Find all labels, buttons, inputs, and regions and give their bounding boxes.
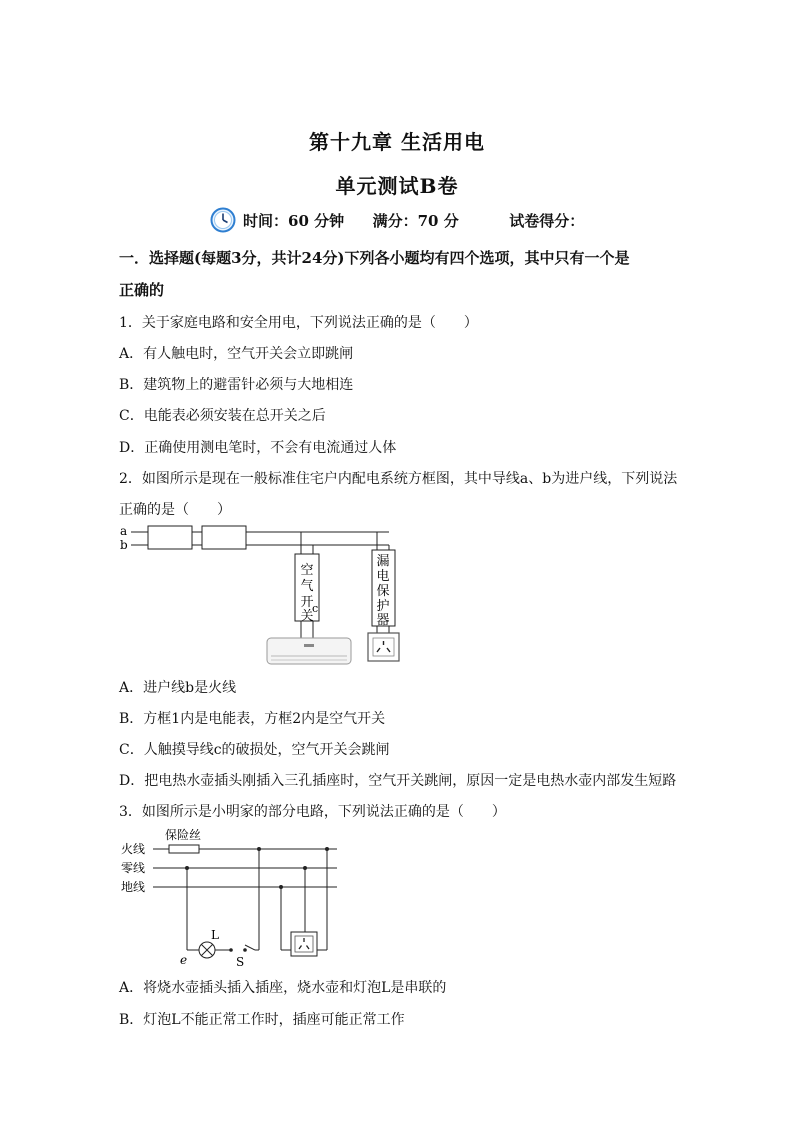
- q2-breaker-char-4: 关: [300, 609, 314, 624]
- q2-protector-char-5: 器: [376, 613, 390, 628]
- q2-label-a: a: [120, 524, 128, 538]
- q2-stem-line1: 2．如图所示是现在一般标准住宅户内配电系统方框图，其中导线a、b为进户线，下列说法: [119, 471, 678, 487]
- q2-label-c: c: [312, 602, 319, 615]
- time-label: 时间：60 分钟: [243, 211, 345, 230]
- q1-option-a: A．有人触电时，空气开关会立即跳闸: [119, 346, 354, 362]
- q3-option-a: A．将烧水壶插头插入插座，烧水壶和灯泡L是串联的: [119, 980, 447, 996]
- q3-neutral-label: 零线: [121, 861, 146, 875]
- q3-option-b: B．灯泡L不能正常工作时，插座可能正常工作: [119, 1012, 405, 1028]
- q2-protector-char-3: 保: [376, 584, 390, 599]
- q3-stem: 3．如图所示是小明家的部分电路，下列说法正确的是（ ）: [119, 804, 506, 820]
- clock-icon: [210, 207, 236, 233]
- exam-meta: [0, 207, 794, 233]
- q2-option-d: D．把电热水壶插头刚插入三孔插座时，空气开关跳闸，原因一定是电热水壶内部发生短路: [119, 773, 677, 789]
- lamp-icon: [199, 942, 215, 958]
- q1-option-d: D．正确使用测电笔时，不会有电流通过人体: [119, 440, 397, 456]
- q2-protector-char-2: 电: [376, 569, 390, 584]
- q3-home-circuit-diagram: [115, 824, 355, 972]
- q3-live-label: 火线: [121, 842, 146, 856]
- q3-fuse-label: 保险丝: [165, 828, 202, 842]
- q2-option-b: B．方框1内是电能表，方框2内是空气开关: [119, 711, 386, 727]
- q3-ground-label: 地线: [121, 880, 146, 894]
- q2-label-b: b: [120, 538, 128, 552]
- q2-box-1: [148, 526, 192, 549]
- score-label: 满分：70 分: [372, 211, 459, 230]
- q1-option-c: C．电能表必须安装在总开关之后: [119, 408, 326, 424]
- chapter-title: 第十九章 生活用电: [309, 130, 485, 154]
- q2-protector-char-4: 护: [376, 599, 390, 614]
- q2-breaker-char-3: 开: [300, 595, 314, 610]
- q3-lamp-label: L: [211, 928, 219, 942]
- air-conditioner-icon: [267, 638, 351, 664]
- q3-point-e: e: [180, 953, 188, 967]
- three-pin-socket-icon: [291, 932, 317, 956]
- q2-option-a: A．进户线b是火线: [119, 680, 237, 696]
- wall-socket-icon: [368, 633, 399, 661]
- q3-fuse: [169, 845, 199, 853]
- paper-subtitle: 单元测试B卷: [335, 174, 459, 198]
- q3-switch-label: S: [236, 955, 245, 969]
- q2-protector-char-1: 漏: [376, 554, 390, 569]
- q2-option-c: C．人触摸导线c的破损处，空气开关会跳闸: [119, 742, 390, 758]
- section-heading-line2: 正确的: [119, 281, 165, 299]
- q2-breaker-char-2: 气: [300, 579, 314, 594]
- q1-option-b: B．建筑物上的避雷针必须与大地相连: [119, 377, 354, 393]
- q1-stem: 1．关于家庭电路和安全用电，下列说法正确的是（ ）: [119, 315, 478, 331]
- q2-distribution-diagram: [115, 520, 415, 670]
- q2-box-2: [202, 526, 246, 549]
- section-heading-line1: 一．选择题(每题3分，共计24分)下列各小题均有四个选项，其中只有一个是: [119, 249, 630, 267]
- result-label: 试卷得分：: [509, 211, 585, 230]
- q2-stem-line2: 正确的是（ ）: [119, 502, 231, 518]
- q2-breaker-char-1: 空: [300, 563, 314, 578]
